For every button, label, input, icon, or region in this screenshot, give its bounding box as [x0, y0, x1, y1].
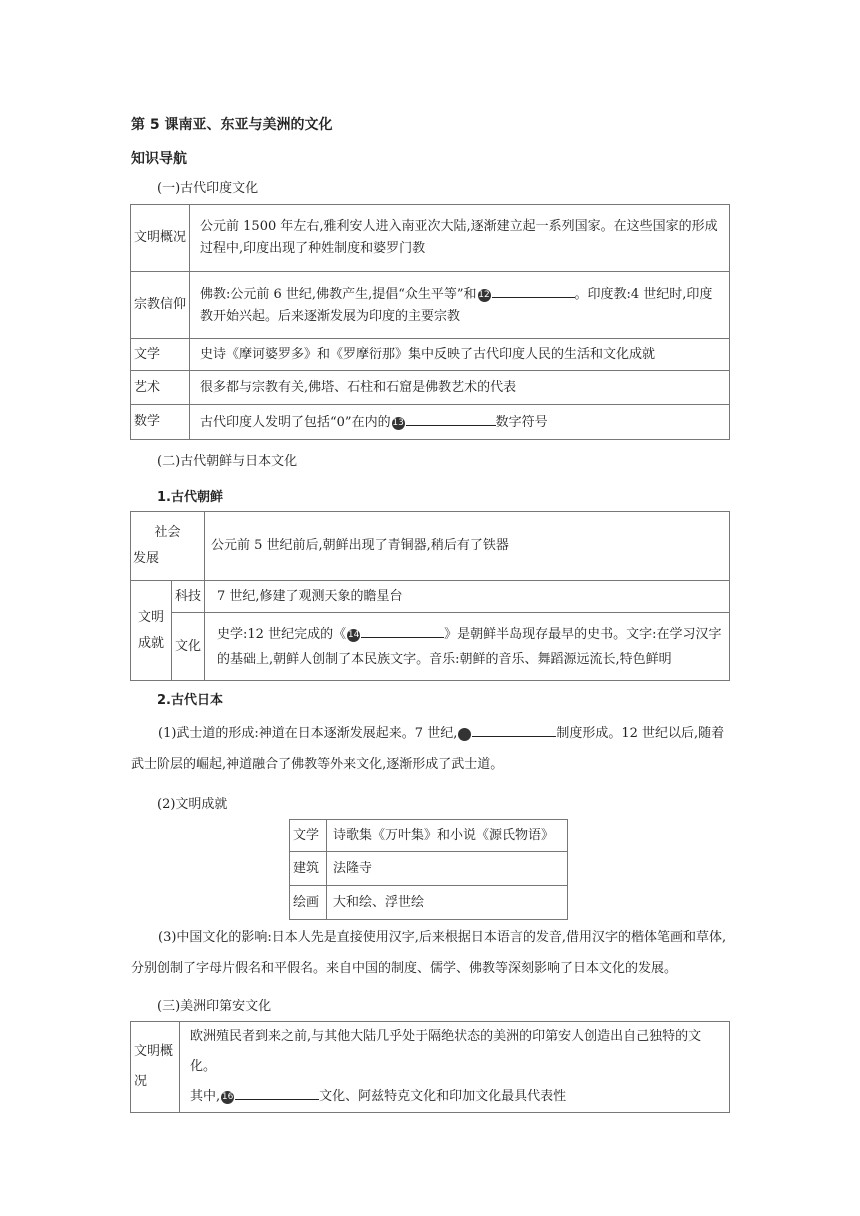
text-segment: 数字符号	[495, 414, 548, 430]
table-row	[131, 205, 730, 272]
text-segment: 制度形成。12 世纪以后,随着武士阶层的崛起,神道融合了佛教等外来文化,逐渐形成了武士道。	[131, 726, 725, 772]
india-culture-table	[130, 204, 730, 440]
section-korea-japan-heading: (二)古代朝鲜与日本文化	[157, 454, 298, 469]
row-text: 很多都与宗教有关,佛塔、石柱和石窟是佛教艺术的代表	[190, 371, 730, 405]
row-label: 文明概况	[131, 205, 190, 272]
text-line: 欧洲殖民者到来之前,与其他大陆几乎处于隔绝状态的美洲的印第安人创造出自己独特的文化。	[190, 1029, 702, 1074]
text-segment: 古代印度人发明了包括“0”在内的	[200, 414, 391, 430]
korea-heading: 1.古代朝鲜	[157, 490, 223, 505]
label-line: 成就	[137, 635, 164, 651]
korea-culture-table	[130, 511, 730, 681]
row-text	[180, 1022, 730, 1113]
table-row	[131, 581, 730, 613]
label-line: 社会	[154, 525, 181, 540]
fill-in-blank[interactable]	[235, 1085, 319, 1100]
table-row	[290, 852, 568, 886]
text-segment: 史学:12 世纪完成的《	[217, 626, 347, 642]
row-label	[131, 581, 172, 681]
china-influence-paragraph: (3)中国文化的影响:日本人先是直接使用汉字,后来根据日本语言的发音,借用汉字的楷体笔画和草体,分别创制了字母片假名和平假名。来自中国的制度、儒学、佛教等深刻影响了日本文化的发展。	[131, 930, 727, 976]
text-segment: 文化、阿兹特克文化和印加文化最具代表性	[319, 1089, 567, 1104]
row-text: 公元前 5 世纪前后,朝鲜出现了青铜器,稍后有了铁器	[205, 512, 730, 581]
lesson-title: 第 5 课南亚、东亚与美洲的文化	[131, 117, 333, 133]
table-row	[131, 512, 730, 581]
label-line: 发展	[133, 551, 160, 566]
table-row	[131, 371, 730, 405]
table-row	[131, 339, 730, 371]
table-row	[131, 405, 730, 440]
table-row	[290, 886, 568, 920]
label-line: 况	[134, 1074, 148, 1089]
bushido-paragraph	[131, 718, 731, 780]
row-label: 建筑	[290, 852, 327, 886]
japan-heading: 2.古代日本	[157, 693, 223, 708]
table-row	[131, 613, 730, 681]
row-text: 大和绘、浮世绘	[327, 886, 568, 920]
row-label	[131, 1022, 180, 1113]
row-text: 公元前 1500 年左右,雅利安人进入南亚次大陆,逐渐建立起一系列国家。在这些国家的形成过程中,印度出现了种姓制度和婆罗门教	[190, 205, 730, 272]
number-16-icon: 16	[221, 1092, 234, 1102]
text-segment: 佛教:公元前 6 世纪,佛教产生,提倡“众生平等”和	[200, 286, 477, 302]
row-label: 绘画	[290, 886, 327, 920]
number-15-icon: 15	[458, 728, 471, 741]
row-label	[131, 512, 205, 581]
sub-label: 文化	[172, 613, 205, 681]
text-line	[190, 1082, 723, 1112]
label-line: 文明概	[134, 1044, 174, 1059]
text-segment: 其中,	[190, 1089, 221, 1104]
row-text	[190, 272, 730, 339]
table-row	[290, 820, 568, 852]
row-text	[190, 405, 730, 440]
label-line: 文明	[137, 609, 164, 625]
text-segment: (1)武士道的形成:神道在日本逐渐发展起来。7 世纪,	[158, 726, 458, 741]
japan-achievements-table	[289, 819, 568, 920]
table-row	[131, 272, 730, 339]
row-text	[205, 613, 730, 681]
text-segment: 。印度教:4 世纪时,印度教开始兴起。后来逐渐发展为印度的主要宗教	[200, 286, 713, 324]
number-13-icon: 13	[392, 417, 404, 428]
row-text: 诗歌集《万叶集》和小说《源氏物语》	[327, 820, 568, 852]
fill-in-blank[interactable]	[492, 283, 575, 298]
row-text: 7 世纪,修建了观测天象的瞻星台	[205, 581, 730, 613]
nav-heading: 知识导航	[131, 151, 187, 167]
section-india-heading: (一)古代印度文化	[157, 181, 259, 196]
row-label: 宗教信仰	[131, 272, 190, 339]
achievements-heading: (2)文明成就	[157, 797, 228, 812]
row-label: 文学	[290, 820, 327, 852]
america-culture-table	[130, 1021, 730, 1113]
table-row	[131, 1022, 730, 1113]
row-label: 文学	[131, 339, 190, 371]
number-12-icon: 12	[478, 289, 490, 300]
section-america-heading: (三)美洲印第安文化	[157, 999, 272, 1014]
row-label: 数学	[131, 405, 190, 440]
row-label: 艺术	[131, 371, 190, 405]
row-text: 法隆寺	[327, 852, 568, 886]
sub-label: 科技	[172, 581, 205, 613]
fill-in-blank[interactable]	[361, 623, 444, 638]
number-14-icon: 14	[347, 629, 360, 640]
text-segment: 》是朝鲜半岛现存最早的史书。文字:在学习汉字的基础上,朝鲜人创制了本民族文字。音乐:朝鲜的音乐、舞蹈源远流长,特色鲜明	[217, 626, 722, 667]
row-text: 史诗《摩诃婆罗多》和《罗摩衍那》集中反映了古代印度人民的生活和文化成就	[190, 339, 730, 371]
fill-in-blank[interactable]	[472, 722, 556, 737]
fill-in-blank[interactable]	[406, 411, 496, 426]
